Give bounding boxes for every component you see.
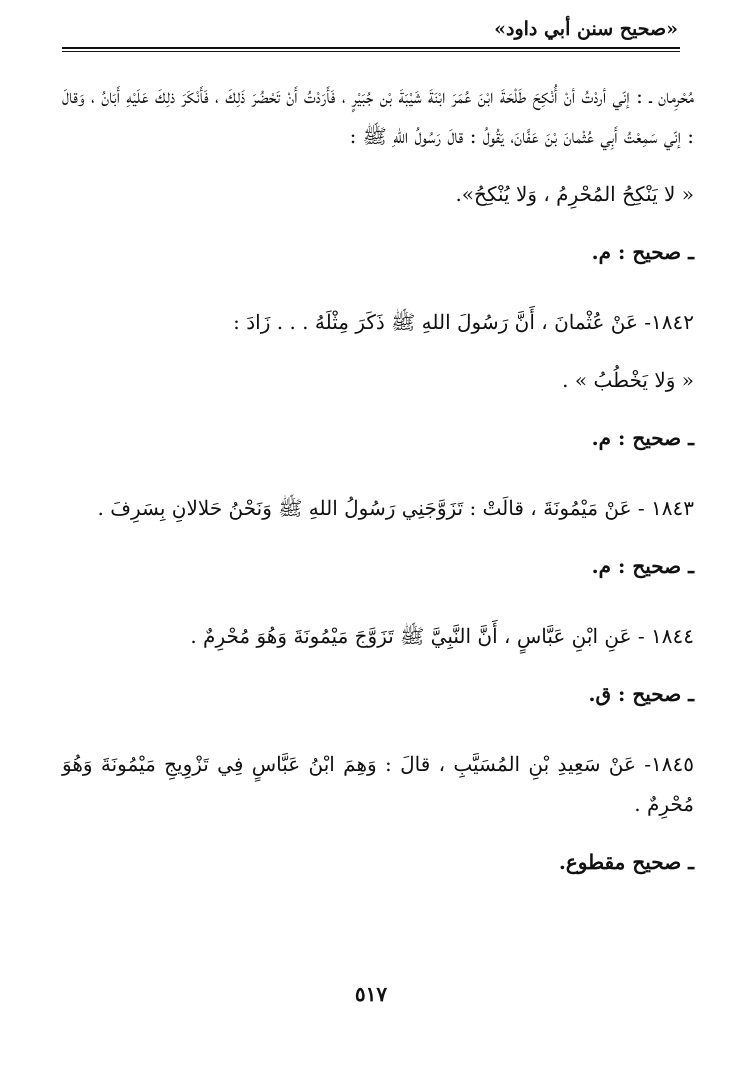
hadith-1844: ١٨٤٤ - عَنِ ابْنِ عَبَّاسٍ ، أَنَّ النَّبِيَّ ﷺ تَزَوَّجَ مَيْمُونَةَ وَهُوَ مُحْرِمٌ . bbox=[190, 624, 694, 648]
grading-line: ـ صحيح مقطوع. bbox=[558, 850, 694, 874]
running-header-title: «صحيح سنن أبي داود» bbox=[494, 18, 678, 40]
hadith-1845: ١٨٤٥- عَنْ سَعِيدِ بْنِ المُسَيَّبِ ، قالَ : وَهِمَ ابْنُ عَبَّاسٍ فِي تَزْوِيجِ مَيْمُونَةَ وَهُوَ مُحْرِمٌ . bbox=[62, 752, 694, 816]
page-body bbox=[62, 76, 694, 882]
grading-line: ـ صحيح : م. bbox=[591, 554, 694, 578]
grading-line: ـ صحيح : م. bbox=[591, 240, 694, 264]
hadith-quote: « لا يَنْكِحُ المُحْرِمُ ، وَلا يُنْكِحُ». bbox=[455, 182, 694, 206]
header-rule bbox=[62, 47, 680, 52]
hadith-1843: ١٨٤٣ - عَنْ مَيْمُونَةَ ، قالَتْ : تَزَوَّجَنِي رَسُولُ اللهِ ﷺ وَنَحْنُ حَلالانِ بِسَرِفَ . bbox=[97, 496, 694, 520]
hadith-continuation: مُحْرِمان ـ : إنّي أردْتُ أنْ أُنْكِحَ طَلْحَةَ ابْنَ عُمَرَ ابْنَةَ شَيْبَةَ بْن جُبَيْرٍ ، فَأَرَدْتُ أَنْ تَحْضُرَ ذَلِكَ ، فَأَنْكَرَ ذلِكَ عَلَيْهِ أَبَانُ ، وَقالَ : إنّي سَمِعْتُ أَبِي عُثْمانَ بْنَ عَفَّانَ، يَقُولُ : قالَ رَسُولُ اللهِ ﷺ : bbox=[62, 84, 694, 148]
grading-line: ـ صحيح : م. bbox=[591, 426, 694, 450]
page-number: ٥١٧ bbox=[354, 982, 388, 1006]
hadith-1842: ١٨٤٢- عَنْ عُثْمانَ ، أَنَّ رَسُولَ اللهِ ﷺ ذَكَرَ مِثْلَهُ . . . زَادَ : bbox=[233, 310, 694, 334]
hadith-quote: « وَلا يَخْطُبُ » . bbox=[562, 368, 694, 392]
grading-line: ـ صحيح : ق. bbox=[588, 682, 694, 706]
